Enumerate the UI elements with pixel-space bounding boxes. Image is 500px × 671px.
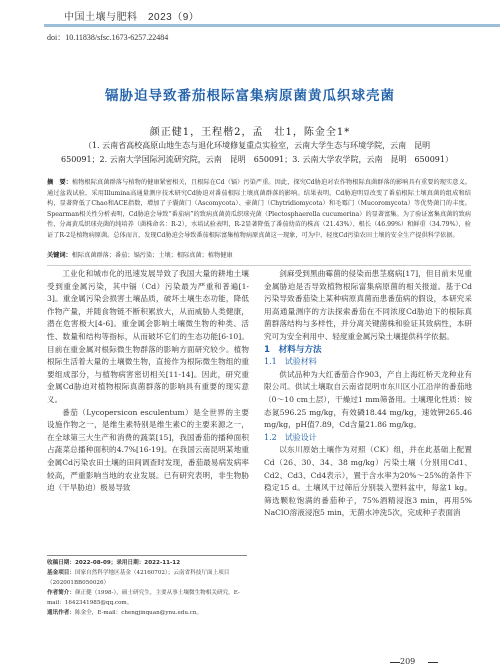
page-number: 209 — [400, 657, 416, 666]
body-paragraph: 以东川原始土壤作为对照（CK）组，并在此基础上配置Cd（26、30、34、38 mg/kg）污染土壤（分别用Cd1、Cd2、Cd3、Cd4表示），置于含水率为20%～25%的条件下稳定15 d。土壤风干过筛后分别装入塑料盆中，每盆1 kg。筛选颗粒饱满的番茄种子，75%酒精浸泡3 min，再用5% NaClO溶液浸泡5 min，无菌水冲洗5次，完成种子表面消 — [264, 445, 472, 518]
body-left-column — [47, 268, 249, 495]
received-date: 收稿日期：2022-08-09；录用日期：2022-11-12 — [47, 560, 181, 566]
section-heading: 1 材料与方法 — [264, 344, 322, 355]
body-paragraph: 番茄（Lycopersicon esculentum）是全世界的主要设施作物之一，是维生素特别是维生素C的主要来源之一，在全球第三大生产和消费的蔬菜[15]，我国番茄的播种面积占蔬菜总播种面积的4.7%[16-19]。在我国云南昆明某地重金属Cd污染农田土壤的田间调查时发现，番茄最易病发病率较高，严重影响当地的农业发展。已有研究表明，非生物胁迫（干旱胁迫）极易导致 — [47, 407, 249, 493]
journal-header: 中国土壤与肥料 2023（9） — [64, 12, 200, 23]
body-right-column — [264, 268, 472, 520]
header-rule — [44, 24, 500, 27]
subsection-heading: 1.1 试验材料 — [264, 357, 317, 367]
doi: doi：10.11838/sfsc.1673-6257.22484 — [47, 33, 169, 42]
footnote-divider — [47, 555, 247, 556]
article-title: 镉胁迫导致番茄根际富集病原菌黄瓜织球壳菌 — [105, 88, 395, 104]
keywords — [47, 251, 471, 261]
authors: 颜正健1，王程楷2，孟 壮1，陈金全1* — [149, 127, 351, 138]
page-number-rule-right — [428, 662, 438, 663]
body-paragraph: 工业化和城市化的迅速发展导致了我国大量的耕地土壤受到重金属污染，其中镉（Cd）污染最为严重和普遍[1-3]。重金属污染会损害土壤品质，破坏土壤生态功能，降低作物产量，并随食物链不断积累放大，从而威胁人类健康，潜在危害极大[4-6]。重金属会影响土壤微生物的种类、活性、数量和结构等指标，从而破坏它们的生态功能[6-10]。目前在重金属对根际微生物群落的影响方面研究较少。植物根际生活着大量的土壤微生物，直接作为根际微生物组的重要组成部分，与植物病害密切相关[11-14]。因此，研究重金属Cd胁迫对植物根际真菌群落的影响具有重要的现实意义。 — [47, 269, 249, 404]
affiliations — [47, 139, 467, 167]
affiliation-line-1: （1. 云南省高校高原山地生态与退化环境修复重点实验室，云南大学生态与环境学院，云南 昆明 — [83, 141, 431, 150]
keywords-label: 关键词： — [47, 252, 72, 259]
abstract-divider — [47, 265, 471, 266]
keywords-text: 根际真菌群落；番茄；镉污染；土壤；根际真菌；植物健康 — [71, 252, 233, 259]
body-paragraph: 剑麻受到黑曲霉菌的侵染而患茎腐病[17]，但目前未见重金属胁迫是否导致植物根际富集病原菌的相关报道。基于Cd污染导致番茄染上某种病原真菌而患番茄病的假设，本研究采用高通量测序的方法探索番茄在不同浓度Cd胁迫下的根际真菌群落结构与多样性，并分离关键菌株和验证其致病性，本研究可为安全利用中、轻度重金属污染土壤提供科学依据。 — [264, 269, 472, 341]
page-number-rule-left — [390, 662, 400, 663]
corresponding-author: 通讯作者：陈金全，E-mail：chengjinquan@ynu.edu.cn。 — [47, 610, 203, 616]
footnote — [47, 558, 257, 618]
abstract — [47, 178, 471, 242]
subsection-heading: 1.2 试验设计 — [264, 432, 317, 442]
abstract-label: 摘 要： — [47, 179, 73, 186]
author-info: 作者简介：颜正健（1998-），硕士研究生，主要从事土壤微生物相关研究。E-mail：1642341985@qq.com。 — [47, 590, 240, 606]
fund-info: 基金项目：国家自然科学地区基金（42160702）；云南省科技厅面上项目（202001BB050026） — [47, 570, 230, 586]
body-paragraph: 供试品种为大红番茄合作903，产自上海红桥天龙种业有限公司。供试土壤取自云南省昆明市东川区小江沿岸的番茄地（0～10 cm土层），干燥过1 mm筛备用。土壤理化性质：铵态氮596.25 mg/kg，有效磷18.44 mg/kg，速效钾265.46 mg/kg，pH值7.89，Cd含量21.86 mg/kg。 — [264, 369, 472, 430]
abstract-text: 植物根际真菌群落与植物的健康紧密相关，且根际在Cd（镉）污染严重。因此，探究Cd胁迫对农作物根际真菌群落的影响具有重要的现实意义。通过盆栽试验，采用Illumina高通量测序技术研究Cd胁迫对番茄根际土壤真菌群落的影响。结果表明，Cd胁迫明显改变了番茄根际土壤真菌的组成和结构，显著降低了Chao和ACE指数，增加了子囊菌门（Ascomycota）、壶菌门（Chytridiomycota）和毛霉门（Mucoromycota）等优势菌门的丰度。Spearman相关性分析表明，Cd胁迫会导致“番茄病”的致病真菌黄瓜织球壳菌（Plectosphaerella cucumerina）的显著富集。为了验证富集真菌的致病性，分离黄瓜织球壳菌的纯培养（菌株命名：R-2），水培试验表明，R-2显著降低了番茄幼苗的株高（21.43%）、根长（46.99%）和鲜重（34.79%），验证了R-2是植物病原菌。总体而言，发现Cd胁迫会导致番茄根际富集植物病原真菌这一现象，可为中、轻度Cd污染农田土壤的安全生产提供科学依据。 — [47, 179, 472, 239]
affiliation-line-2: 650091；2. 云南大学国际河流研究院，云南 昆明 650091；3. 云南大学农学院，云南 昆明 650091） — [61, 155, 453, 164]
